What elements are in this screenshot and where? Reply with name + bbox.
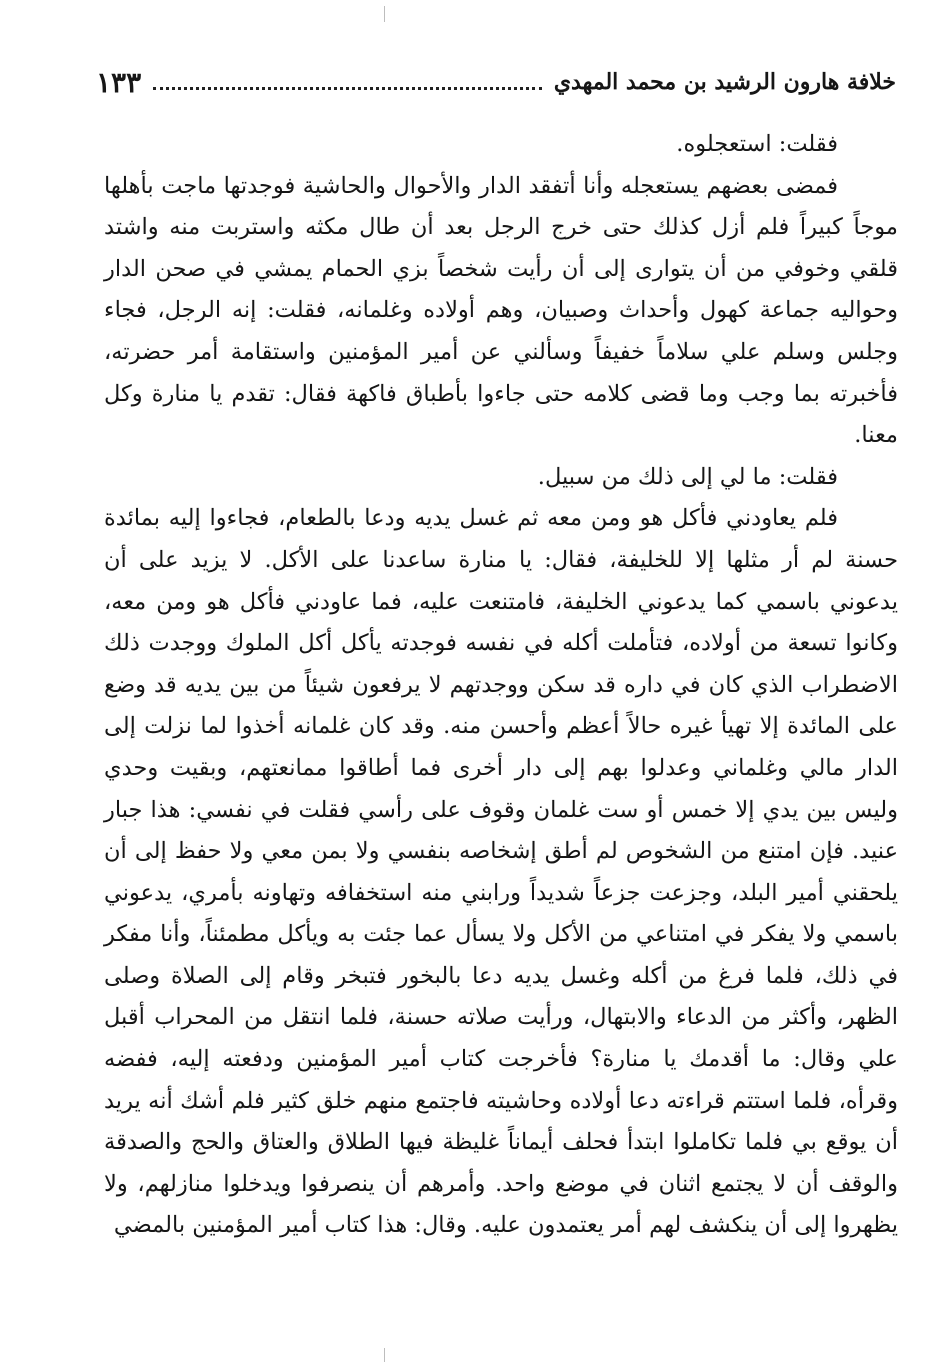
running-title: خلافة هارون الرشيد بن محمد المهدي (553, 69, 896, 95)
page-header (96, 62, 896, 102)
page-number: ١٣٣ (96, 65, 142, 99)
paragraph: فمضى بعضهم يستعجله وأنا أتفقد الدار والأحوال والحاشية فوجدتها ماجت بأهلها موجاً كبيراً فلم أزل كذلك حتى خرج الرجل بعد أن طال مكثه واستربت منه واشتد قلقي وخوفي من أن يتوارى إلى أن رأيت شخصاً بزي الحمام يمشي في صحن الدار وحواليه جماعة كهول وأحداث وصبيان، وهم أولاده وغلمانه، فقلت: إنه الرجل، فجاء وجلس وسلم علي سلاماً خفيفاً وسألني عن أمير المؤمنين واستقامة أمر حضرته، فأخبرته بما وجب وما قضى كلامه حتى جاءوا بأطباق فاكهة فقال: تقدم يا منارة وكل معنا. (104, 172, 898, 449)
paragraph: فقلت: ما لي إلى ذلك من سبيل. (537, 463, 838, 490)
paragraph: فلم يعاودني فأكل هو ومن معه ثم غسل يديه ودعا بالطعام، فجاءوا إليه بمائدة حسنة لم أر مثلها إلا للخليفة، فقال: يا منارة ساعدنا على الأكل. لا يزيد على أن يدعوني باسمي كما يدعوني الخليفة، فامتنعت عليه، فما عاودني فأكل هو ومن معه، وكانوا تسعة من أولاده، فتأملت أكله في نفسه فوجدته يأكل أكل الملوك ووجدت ذلك الاضطراب الذي كان في داره قد سكن ووجدتهم لا يرفعون شيئاً من بين يديه قد وضع على المائدة إلا تهيأ غيره حالاً أعظم وأحسن منه. وقد كان غلمانه أخذوا لما نزلت إلى الدار مالي وغلماني وعدلوا بهم إلى دار أخرى فما أطاقوا ممانعتهم، وبقيت وحدي وليس بين يدي إلا خمس أو ست غلمان وقوف على رأسي فقلت في نفسي: هذا جبار عنيد. فإن امتنع من الشخوص لم أطق إشخاصه بنفسي ولا بمن معي ولا حفظ إلى أن يلحقني أمير البلد، وجزعت جزعاً شديداً ورابني منه استخفافه وتهاونه بأمري، يدعوني باسمي ولا يفكر في امتناعي من الأكل ولا يسأل عما جئت به ويأكل مطمئناً، وأنا مفكر في ذلك، فلما فرغ من أكله وغسل يديه دعا بالبخور فتبخر وقام إلى الصلاة وصلى الظهر، وأكثر من الدعاء والابتهال، ورأيت صلاته حسنة، فلما انتقل من المحراب أقبل علي وقال: ما أقدمك يا منارة؟ فأخرجت كتاب أمير المؤمنين ودفعته إليه، ففضه وقرأه، فلما استتم قراءته دعا أولاده وحاشيته فاجتمع منهم خلق كثير فلم أشك أنه يريد أن يوقع بي فلما تكاملوا ابتدأ فحلف أيماناً غليظة فيها الطلاق والعتاق والحج والصدقة والوقف أن لا يجتمع اثنان في موضع واحد. وأمرهم أن ينصرفوا ويدخلوا منازلهم، ولا يظهروا إلى أن ينكشف لهم أمر يعتمدون عليه. وقال: هذا كتاب أمير المؤمنين بالمضي (104, 505, 898, 1239)
paragraph: فقلت: استعجلوه. (676, 131, 838, 157)
scan-mark-bottom (384, 1348, 385, 1362)
scan-mark-top (384, 6, 385, 22)
body-text (104, 124, 898, 1247)
header-dot-leader (153, 75, 542, 90)
